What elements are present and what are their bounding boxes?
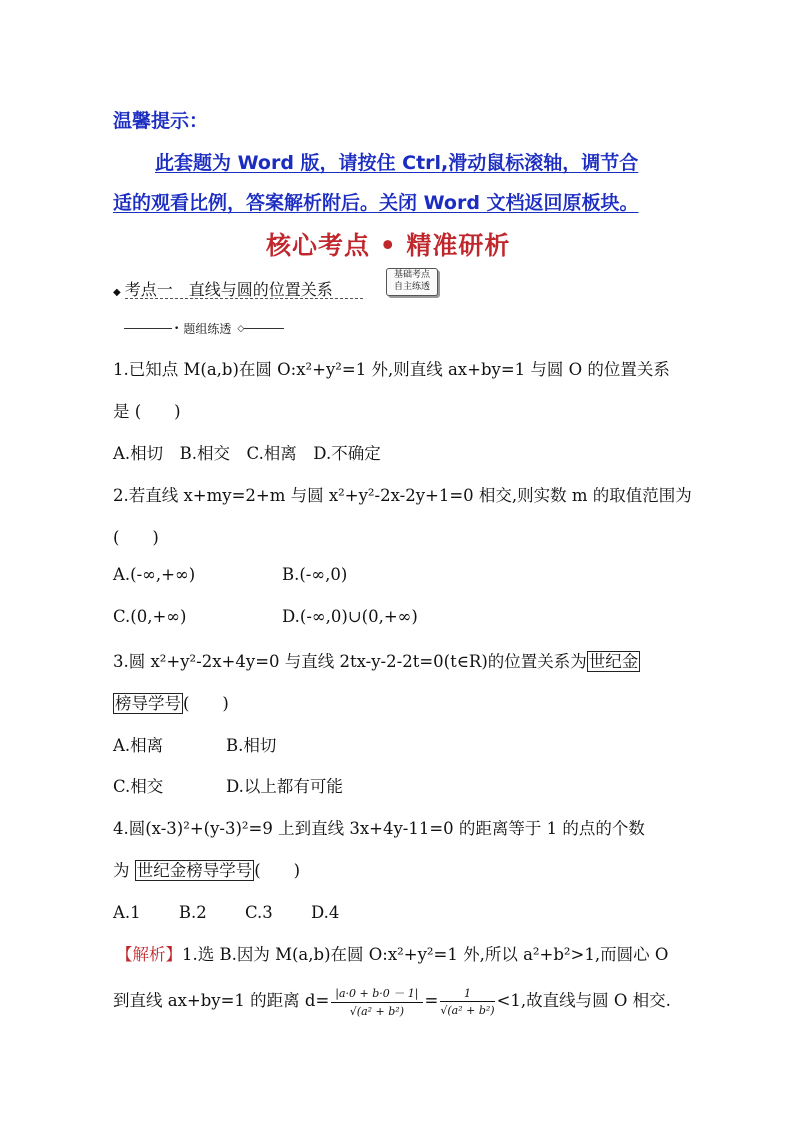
q4-stem-cont xyxy=(113,857,300,881)
q1-stem-cont: 是 ( ) xyxy=(113,402,181,421)
answer-tag: 【解析】 xyxy=(116,945,182,964)
q1-options: A.相切 B.相交 C.相离 D.不确定 xyxy=(113,444,381,463)
answer-line-2 xyxy=(113,985,671,1018)
q2-stem: 2.若直线 x+my=2+m 与圆 x²+y²-2x-2y+1=0 相交,则实数 m 的取值范围为 xyxy=(113,486,692,505)
diamond-outline-icon: ◇ xyxy=(237,323,245,334)
q3-paren: ( ) xyxy=(183,694,229,713)
badge-line-1: 基础考点 xyxy=(393,270,430,280)
q3-option-d: D.以上都有可能 xyxy=(226,777,343,796)
group-title-text: 题组练透 xyxy=(183,322,232,336)
q4-pre: 为 xyxy=(113,861,135,880)
section-title xyxy=(113,277,333,300)
badge-line-2: 自主练透 xyxy=(393,282,430,292)
bullet-icon: • xyxy=(174,323,180,334)
q3-option-b: B.相切 xyxy=(226,736,277,755)
q3-ref-box-b: 榜导学号 xyxy=(115,694,181,713)
group-title xyxy=(124,320,284,337)
divider-left xyxy=(124,328,172,329)
q3-option-c: C.相交 xyxy=(113,777,164,796)
section-badge xyxy=(386,268,438,296)
q3-ref-box-a: 世纪金 xyxy=(588,652,639,671)
fraction-1 xyxy=(331,985,422,1018)
q2-stem-cont: ( ) xyxy=(113,528,159,547)
fraction-2-numerator: 1 xyxy=(440,987,494,1002)
diamond-icon: ◆ xyxy=(113,287,121,298)
q3-stem-text: 3.圆 x²+y²-2x+4y=0 与直线 2tx-y-2-2t=0(t∈R)的位置关系为 xyxy=(113,652,587,671)
q2-option-a: A.(-∞,+∞) xyxy=(113,565,196,584)
fraction-1-numerator: |a·0 + b·0 － 1| xyxy=(331,985,422,1003)
q4-stem: 4.圆(x-3)²+(y-3)²=9 上到直线 3x+4y-11=0 的距离等于 1 的点的个数 xyxy=(113,819,645,838)
q4-ref-box: 世纪金榜导学号 xyxy=(136,861,253,880)
answer-line-1 xyxy=(116,941,668,965)
answer-text-1: 1.选 B.因为 M(a,b)在圆 O:x²+y²=1 外,所以 a²+b²>1,而圆心 O xyxy=(182,945,669,964)
answer-text-2-pre: 到直线 ax+by=1 的距离 d= xyxy=(113,991,330,1010)
q3-stem xyxy=(113,648,640,672)
answer-text-2-post: <1,故直线与圆 O 相交. xyxy=(496,991,671,1010)
q2-option-b: B.(-∞,0) xyxy=(282,565,348,584)
q1-stem: 1.已知点 M(a,b)在圆 O:x²+y²=1 外,则直线 ax+by=1 与圆 O 的位置关系 xyxy=(113,360,670,379)
q3-stem-cont xyxy=(113,690,229,714)
tip-line-2: 适的观看比例，答案解析附后。关闭 Word 文档返回原板块。 xyxy=(113,192,639,214)
q4-paren: ( ) xyxy=(254,861,301,880)
equals-sign: = xyxy=(424,991,439,1010)
tip-line-1: 此套题为 Word 版，请按住 Ctrl,滑动鼠标滚轴，调节合 xyxy=(155,152,639,174)
fraction-1-denominator: √(a² + b²) xyxy=(349,1005,405,1018)
q2-option-c: C.(0,+∞) xyxy=(113,607,187,626)
q3-option-a: A.相离 xyxy=(113,736,164,755)
divider-right xyxy=(244,328,284,329)
fraction-2-denominator: √(a² + b²) xyxy=(440,1003,495,1017)
section-title-text: 考点一 直线与圆的位置关系 xyxy=(124,280,333,299)
q2-option-d: D.(-∞,0)∪(0,+∞) xyxy=(282,607,418,626)
page-heading: 核心考点 • 精准研析 xyxy=(266,231,511,260)
section-underline xyxy=(125,298,363,299)
tip-title: 温馨提示： xyxy=(113,110,209,132)
fraction-2 xyxy=(440,987,494,1017)
q4-options: A.1 B.2 C.3 D.4 xyxy=(113,903,340,922)
